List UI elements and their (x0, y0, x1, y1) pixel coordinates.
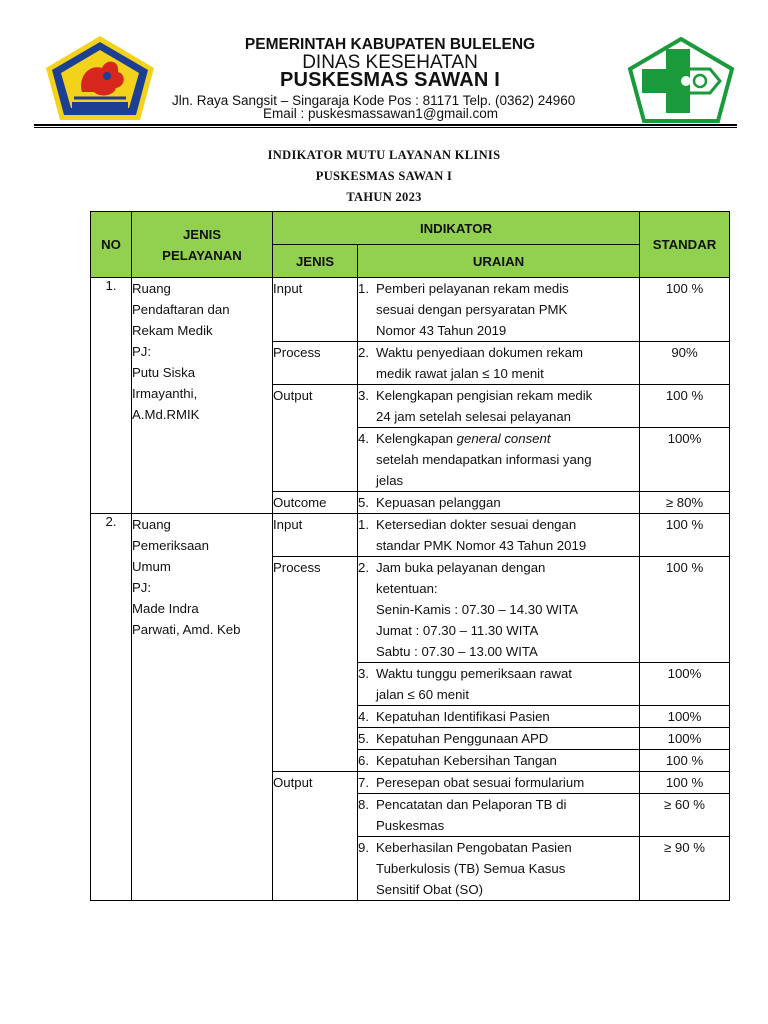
item-text (376, 514, 639, 556)
col-header-uraian: URAIAN (358, 245, 640, 278)
list-item (358, 750, 639, 771)
doc-subtitle: PUSKESMAS SAWAN I (315, 169, 453, 183)
service-line: A.Md.RMIK (132, 407, 200, 422)
indicator-type: Outcome (273, 492, 358, 514)
item-number: 3. (358, 666, 369, 681)
list-item (358, 794, 639, 836)
item-text (376, 557, 639, 662)
buleleng-emblem-logo (44, 34, 156, 122)
service-line: Ruang (132, 517, 171, 532)
list-item (358, 772, 639, 793)
item-number: 9. (358, 840, 369, 855)
list-item (358, 278, 639, 341)
item-line: jalan ≤ 60 menit (376, 687, 470, 702)
item-line: medik rawat jalan ≤ 10 menit (376, 366, 544, 381)
col-header-no: NO (91, 212, 132, 278)
service-line: Umum (132, 559, 171, 574)
item-line: Peresepan obat sesuai formularium (376, 775, 585, 790)
indicator-description (358, 342, 640, 385)
header-department: DINAS KESEHATAN (302, 52, 478, 73)
item-line: Keberhasilan Pengobatan Pasien (376, 840, 572, 855)
service-line: Rekam Medik (132, 323, 213, 338)
item-line: Kepuasan pelanggan (376, 495, 501, 510)
service-line: Pendaftaran dan (132, 302, 230, 317)
indicator-type: Input (273, 278, 358, 342)
item-line: Sensitif Obat (SO) (376, 882, 484, 897)
service-line: Parwati, Amd. Keb (132, 622, 241, 637)
col-header-jenis: JENIS (273, 245, 358, 278)
standard-value: ≥ 60 % (640, 794, 730, 837)
list-item (358, 385, 639, 427)
item-line: Sabtu : 07.30 – 13.00 WITA (376, 644, 538, 659)
item-number: 2. (358, 345, 369, 360)
row-number: 1. (91, 278, 132, 514)
standard-value: 100 % (640, 750, 730, 772)
indicator-description (358, 492, 640, 514)
item-line: Kepatuhan Penggunaan APD (376, 731, 549, 746)
service-line: PJ: (132, 580, 152, 595)
item-text (376, 728, 639, 749)
standard-value: 100% (640, 706, 730, 728)
service-line: Pemeriksaan (132, 538, 209, 553)
item-line: Ketersedian dokter sesuai dengan (376, 517, 577, 532)
service-line: Putu Siska (132, 365, 196, 380)
service-line: Made Indra (132, 601, 199, 616)
service-cell (132, 514, 273, 901)
item-line: Pemberi pelayanan rekam medis (376, 281, 569, 296)
indicator-description (358, 772, 640, 794)
standard-value: 100% (640, 663, 730, 706)
item-text (376, 772, 639, 793)
item-text (376, 750, 639, 771)
doc-year: TAHUN 2023 (346, 190, 422, 204)
header-address: Jln. Raya Sangsit – Singaraja Kode Pos : 81171 Telp. (0362) 24960 (172, 93, 576, 108)
indicator-description (358, 278, 640, 342)
list-item (358, 557, 639, 662)
item-text (376, 428, 639, 491)
item-text (376, 663, 639, 705)
indicator-type: Input (273, 514, 358, 557)
item-text (376, 342, 639, 384)
item-number: 6. (358, 753, 369, 768)
service-line: PJ: (132, 344, 152, 359)
indicator-description (358, 385, 640, 428)
item-text (376, 837, 639, 900)
list-item (358, 728, 639, 749)
item-line: Pencatatan dan Pelaporan TB di (376, 797, 567, 812)
service-cell (132, 278, 273, 514)
header-rule (34, 124, 737, 126)
item-line: Kepatuhan Identifikasi Pasien (376, 709, 550, 724)
standard-value: 100 % (640, 385, 730, 428)
item-number: 5. (358, 731, 369, 746)
col-header-standar: STANDAR (640, 212, 730, 278)
header-rule-thin (34, 127, 737, 128)
standard-value: 100% (640, 728, 730, 750)
item-text (376, 278, 639, 341)
item-line: sesuai dengan persyaratan PMK (376, 302, 568, 317)
list-item (358, 342, 639, 384)
item-line: Waktu tunggu pemeriksaan rawat (376, 666, 572, 681)
table-row (91, 514, 730, 557)
header-email: Email : puskesmassawan1@gmail.com (263, 106, 499, 121)
item-line: Jumat : 07.30 – 11.30 WITA (376, 623, 539, 638)
item-number: 5. (358, 495, 369, 510)
item-number: 8. (358, 797, 369, 812)
item-number: 2. (358, 560, 369, 575)
item-line: Nomor 43 Tahun 2019 (376, 323, 507, 338)
standard-value: ≥ 80% (640, 492, 730, 514)
item-number: 4. (358, 709, 369, 724)
indicator-description (358, 750, 640, 772)
list-item (358, 492, 639, 513)
indicator-description (358, 728, 640, 750)
row-number: 2. (91, 514, 132, 901)
col-header-indikator: INDIKATOR (273, 212, 640, 245)
item-number: 7. (358, 775, 369, 790)
header-government: PEMERINTAH KABUPATEN BULELENG (244, 36, 536, 53)
item-line: setelah mendapatkan informasi yang (376, 452, 592, 467)
item-line: 24 jam setelah selesai pelayanan (376, 409, 572, 424)
standard-value: 100% (640, 428, 730, 492)
service-line: Irmayanthi, (132, 386, 198, 401)
list-item (358, 663, 639, 705)
indicator-description (358, 557, 640, 663)
standard-value: ≥ 90 % (640, 837, 730, 901)
list-item (358, 428, 639, 491)
item-line: Kelengkapan general consent (376, 431, 551, 446)
item-line: standar PMK Nomor 43 Tahun 2019 (376, 538, 587, 553)
item-text (376, 385, 639, 427)
item-line: jelas (376, 473, 404, 488)
indicator-description (358, 514, 640, 557)
standard-value: 100 % (640, 772, 730, 794)
doc-title: INDIKATOR MUTU LAYANAN KLINIS (267, 148, 501, 162)
item-text (376, 492, 639, 513)
item-line: Waktu penyediaan dokumen rekam (376, 345, 583, 360)
indicator-type: Output (273, 772, 358, 901)
indicator-type: Output (273, 385, 358, 492)
indicator-description (358, 837, 640, 901)
item-line: Puskesmas (376, 818, 445, 833)
item-number: 1. (358, 517, 369, 532)
standard-value: 100 % (640, 514, 730, 557)
indicator-description (358, 428, 640, 492)
indicator-description (358, 663, 640, 706)
item-line: Senin-Kamis : 07.30 – 14.30 WITA (376, 602, 579, 617)
item-line: Kepatuhan Kebersihan Tangan (376, 753, 557, 768)
puskesmas-cross-logo (626, 37, 736, 123)
header-puskesmas: PUSKESMAS SAWAN I (279, 69, 501, 91)
item-text (376, 706, 639, 727)
item-text (376, 794, 639, 836)
list-item (358, 514, 639, 556)
list-item (358, 837, 639, 900)
item-line: Jam buka pelayanan dengan (376, 560, 546, 575)
list-item (358, 706, 639, 727)
indicator-type: Process (273, 557, 358, 772)
item-number: 3. (358, 388, 369, 403)
item-line: Kelengkapan pengisian rekam medik (376, 388, 593, 403)
standard-value: 100 % (640, 557, 730, 663)
indicator-description (358, 794, 640, 837)
table-row (91, 278, 730, 342)
item-line: ketentuan: (376, 581, 438, 596)
col-header-jenis-pelayanan: JENIS PELAYANAN (132, 212, 273, 278)
indicator-type: Process (273, 342, 358, 385)
service-line: Ruang (132, 281, 171, 296)
item-number: 4. (358, 431, 369, 446)
item-line: Tuberkulosis (TB) Semua Kasus (376, 861, 566, 876)
indicator-table (90, 211, 730, 901)
standard-value: 90% (640, 342, 730, 385)
standard-value: 100 % (640, 278, 730, 342)
indicator-description (358, 706, 640, 728)
item-number: 1. (358, 281, 369, 296)
